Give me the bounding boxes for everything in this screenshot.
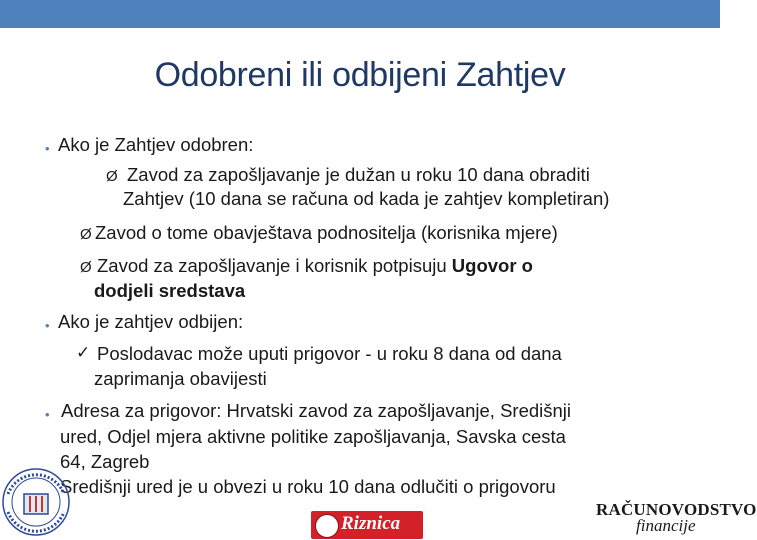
item-text: Zavod za zapošljavanje i korisnik potpisuju <box>97 255 452 276</box>
list-item: Ako je Zahtjev odobren: <box>58 134 254 155</box>
list-item-continuation: 64, Zagreb <box>60 451 150 472</box>
bullet-marker: • <box>45 407 50 422</box>
riznica-logo <box>311 511 423 539</box>
bullet-marker: • <box>45 318 50 333</box>
bold-text: Ugovor o <box>451 255 533 276</box>
list-item: Središnji ured je u obvezi u roku 10 dana odlučiti o prigovoru <box>60 476 556 497</box>
list-item-continuation <box>94 280 245 301</box>
check-icon: ✓ <box>76 343 91 362</box>
list-item-continuation: ured, Odjel mjera aktivne politike zapošljavanja, Savska cesta <box>60 426 566 447</box>
arrow-bullet-icon: Ø <box>106 168 118 185</box>
racunovodstvo-logo <box>596 500 757 540</box>
list-item: Poslodavac može uputi prigovor - u roku 8 dana od dana <box>97 343 562 364</box>
left-logo-seal <box>0 464 72 538</box>
logo-seal-icon <box>315 514 339 538</box>
list-item: Zavod za zapošljavanje je dužan u roku 10 dana obraditi <box>127 164 590 185</box>
bullet-marker: • <box>45 141 50 156</box>
arrow-bullet-icon: Ø <box>80 226 92 243</box>
list-item <box>97 255 533 276</box>
riznica-logo-text: Riznica <box>341 513 401 534</box>
logo-line-1: RAČUNOVODSTVO <box>596 500 757 519</box>
arrow-bullet-icon: Ø <box>80 259 92 276</box>
list-item-continuation: zaprimanja obavijesti <box>94 368 267 389</box>
list-item: Zavod o tome obavještava podnositelja (korisnika mjere) <box>95 222 558 243</box>
logo-line-2: financije <box>636 516 696 535</box>
list-item: Ako je zahtjev odbijen: <box>58 311 244 332</box>
bold-text: dodjeli sredstava <box>94 280 246 301</box>
slide-title: Odobreni ili odbijeni Zahtjev <box>154 56 566 94</box>
list-item: Adresa za prigovor: Hrvatski zavod za zapošljavanje, Središnji <box>61 400 572 421</box>
list-item-continuation: Zahtjev (10 dana se računa od kada je zahtjev kompletiran) <box>123 188 610 209</box>
